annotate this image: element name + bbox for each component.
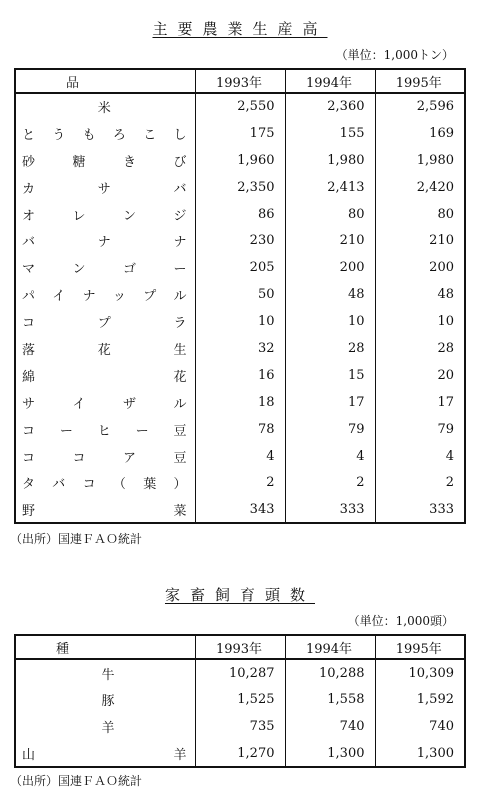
production-header-item — [15, 69, 195, 93]
production-value-1995年: 48 — [375, 281, 465, 308]
production-value-1995年: 333 — [375, 496, 465, 523]
production-value-1994年: 210 — [285, 227, 375, 254]
production-table — [14, 68, 466, 524]
livestock-header-item-char: 種 — [56, 641, 70, 657]
production-row — [15, 254, 465, 281]
production-value-1995年: 10 — [375, 308, 465, 335]
production-value-1993年: 1,960 — [195, 147, 285, 174]
production-value-1994年: 2,360 — [285, 93, 375, 120]
livestock-title: 家畜飼育頭数 — [164, 586, 315, 604]
production-value-1993年: 32 — [195, 335, 285, 362]
livestock-value-1994年: 740 — [285, 713, 375, 740]
production-unit: （単位：1,000トン） — [335, 48, 454, 62]
livestock-row — [15, 713, 465, 740]
production-item-name: マ ン ゴ ー — [22, 262, 187, 278]
production-value-1994年: 155 — [285, 120, 375, 147]
production-header-item-char: 品 — [66, 75, 80, 91]
production-value-1994年: 15 — [285, 362, 375, 389]
production-value-1995年: 28 — [375, 335, 465, 362]
production-row — [15, 308, 465, 335]
production-value-1995年: 169 — [375, 120, 465, 147]
production-value-1994年: 79 — [285, 416, 375, 443]
production-value-1993年: 18 — [195, 389, 285, 416]
production-source: （出所）国連ＦＡＯ統計 — [10, 532, 143, 546]
production-row — [15, 389, 465, 416]
production-value-1993年: 86 — [195, 201, 285, 228]
production-value-1993年: 2,350 — [195, 174, 285, 201]
production-item-name: と う も ろ こ し — [22, 127, 187, 143]
livestock-value-1995年: 740 — [375, 713, 465, 740]
livestock-header-item — [15, 635, 195, 659]
production-item-name: サ イ ザ ル — [22, 396, 187, 412]
production-value-1993年: 175 — [195, 120, 285, 147]
production-item-name: コ ー ヒ ー 豆 — [22, 423, 187, 439]
production-item-name: コ プ ラ — [22, 316, 187, 332]
production-value-1993年: 2,550 — [195, 93, 285, 120]
livestock-item-name: 豚 — [101, 694, 115, 709]
production-value-1994年: 10 — [285, 308, 375, 335]
production-row — [15, 93, 465, 120]
production-value-1994年: 200 — [285, 254, 375, 281]
livestock-item-name: 牛 — [101, 667, 115, 683]
livestock-header-year-1993: 1993年 — [195, 635, 285, 659]
production-header-year-1993: 1993年 — [195, 69, 285, 93]
production-value-1993年: 205 — [195, 254, 285, 281]
livestock-unit: （単位：1,000頭） — [347, 614, 454, 628]
production-value-1994年: 17 — [285, 389, 375, 416]
production-value-1994年: 2 — [285, 469, 375, 496]
production-value-1995年: 2 — [375, 469, 465, 496]
production-value-1993年: 16 — [195, 362, 285, 389]
livestock-value-1993年: 1,270 — [195, 740, 285, 767]
production-value-1993年: 10 — [195, 308, 285, 335]
livestock-value-1994年: 1,300 — [285, 740, 375, 767]
production-row — [15, 416, 465, 443]
production-value-1994年: 2,413 — [285, 174, 375, 201]
production-row — [15, 227, 465, 254]
production-header-year-1994: 1994年 — [285, 69, 375, 93]
production-value-1995年: 2,596 — [375, 93, 465, 120]
livestock-value-1994年: 10,288 — [285, 659, 375, 686]
production-value-1995年: 2,420 — [375, 174, 465, 201]
production-row — [15, 147, 465, 174]
livestock-row — [15, 659, 465, 686]
production-item-name: 落 花 生 — [22, 342, 187, 358]
production-item-name: 綿 花 — [22, 369, 187, 385]
livestock-value-1995年: 1,300 — [375, 740, 465, 767]
livestock-header-year-1994: 1994年 — [285, 635, 375, 659]
production-item-name: オ レ ン ジ — [22, 208, 187, 224]
production-item-name: タ バ コ （ 葉 ） — [22, 477, 187, 493]
production-title: 主要農業生産高 — [152, 20, 328, 38]
livestock-table — [14, 634, 466, 768]
production-header-year-1995: 1995年 — [375, 69, 465, 93]
production-row — [15, 469, 465, 496]
production-item-name: 米 — [97, 101, 111, 117]
production-value-1994年: 333 — [285, 496, 375, 523]
production-item-name: パ イ ナ ッ プ ル — [22, 289, 187, 305]
production-value-1993年: 230 — [195, 227, 285, 254]
production-value-1994年: 80 — [285, 201, 375, 228]
production-item-name: バ ナ ナ — [22, 235, 187, 251]
livestock-row — [15, 686, 465, 713]
livestock-item-name: 羊 — [101, 721, 115, 736]
production-row — [15, 281, 465, 308]
livestock-header-year-1995: 1995年 — [375, 635, 465, 659]
production-value-1995年: 79 — [375, 416, 465, 443]
livestock-item-name: 山 羊 — [22, 747, 187, 763]
production-row — [15, 443, 465, 470]
livestock-value-1993年: 10,287 — [195, 659, 285, 686]
production-row — [15, 120, 465, 147]
livestock-value-1995年: 1,592 — [375, 686, 465, 713]
livestock-value-1995年: 10,309 — [375, 659, 465, 686]
production-value-1995年: 200 — [375, 254, 465, 281]
livestock-value-1993年: 735 — [195, 713, 285, 740]
production-header-row — [15, 69, 465, 93]
production-row — [15, 496, 465, 523]
production-value-1993年: 343 — [195, 496, 285, 523]
production-value-1993年: 2 — [195, 469, 285, 496]
production-value-1995年: 80 — [375, 201, 465, 228]
production-value-1993年: 50 — [195, 281, 285, 308]
production-value-1993年: 4 — [195, 443, 285, 470]
production-value-1995年: 17 — [375, 389, 465, 416]
livestock-header-row — [15, 635, 465, 659]
production-value-1994年: 28 — [285, 335, 375, 362]
production-value-1995年: 1,980 — [375, 147, 465, 174]
production-value-1995年: 210 — [375, 227, 465, 254]
production-value-1995年: 20 — [375, 362, 465, 389]
production-item-name: コ コ ア 豆 — [22, 450, 187, 466]
production-item-name: 野 菜 — [22, 503, 187, 519]
livestock-row — [15, 740, 465, 767]
production-value-1994年: 4 — [285, 443, 375, 470]
production-row — [15, 174, 465, 201]
production-item-name: 砂 糖 き び — [22, 154, 187, 170]
production-value-1994年: 1,980 — [285, 147, 375, 174]
livestock-value-1993年: 1,525 — [195, 686, 285, 713]
production-row — [15, 335, 465, 362]
production-value-1995年: 4 — [375, 443, 465, 470]
livestock-value-1994年: 1,558 — [285, 686, 375, 713]
livestock-source: （出所）国連ＦＡＯ統計 — [10, 774, 143, 788]
production-row — [15, 362, 465, 389]
production-value-1994年: 48 — [285, 281, 375, 308]
production-row — [15, 201, 465, 228]
production-item-name: カ サ バ — [22, 181, 187, 197]
production-value-1993年: 78 — [195, 416, 285, 443]
